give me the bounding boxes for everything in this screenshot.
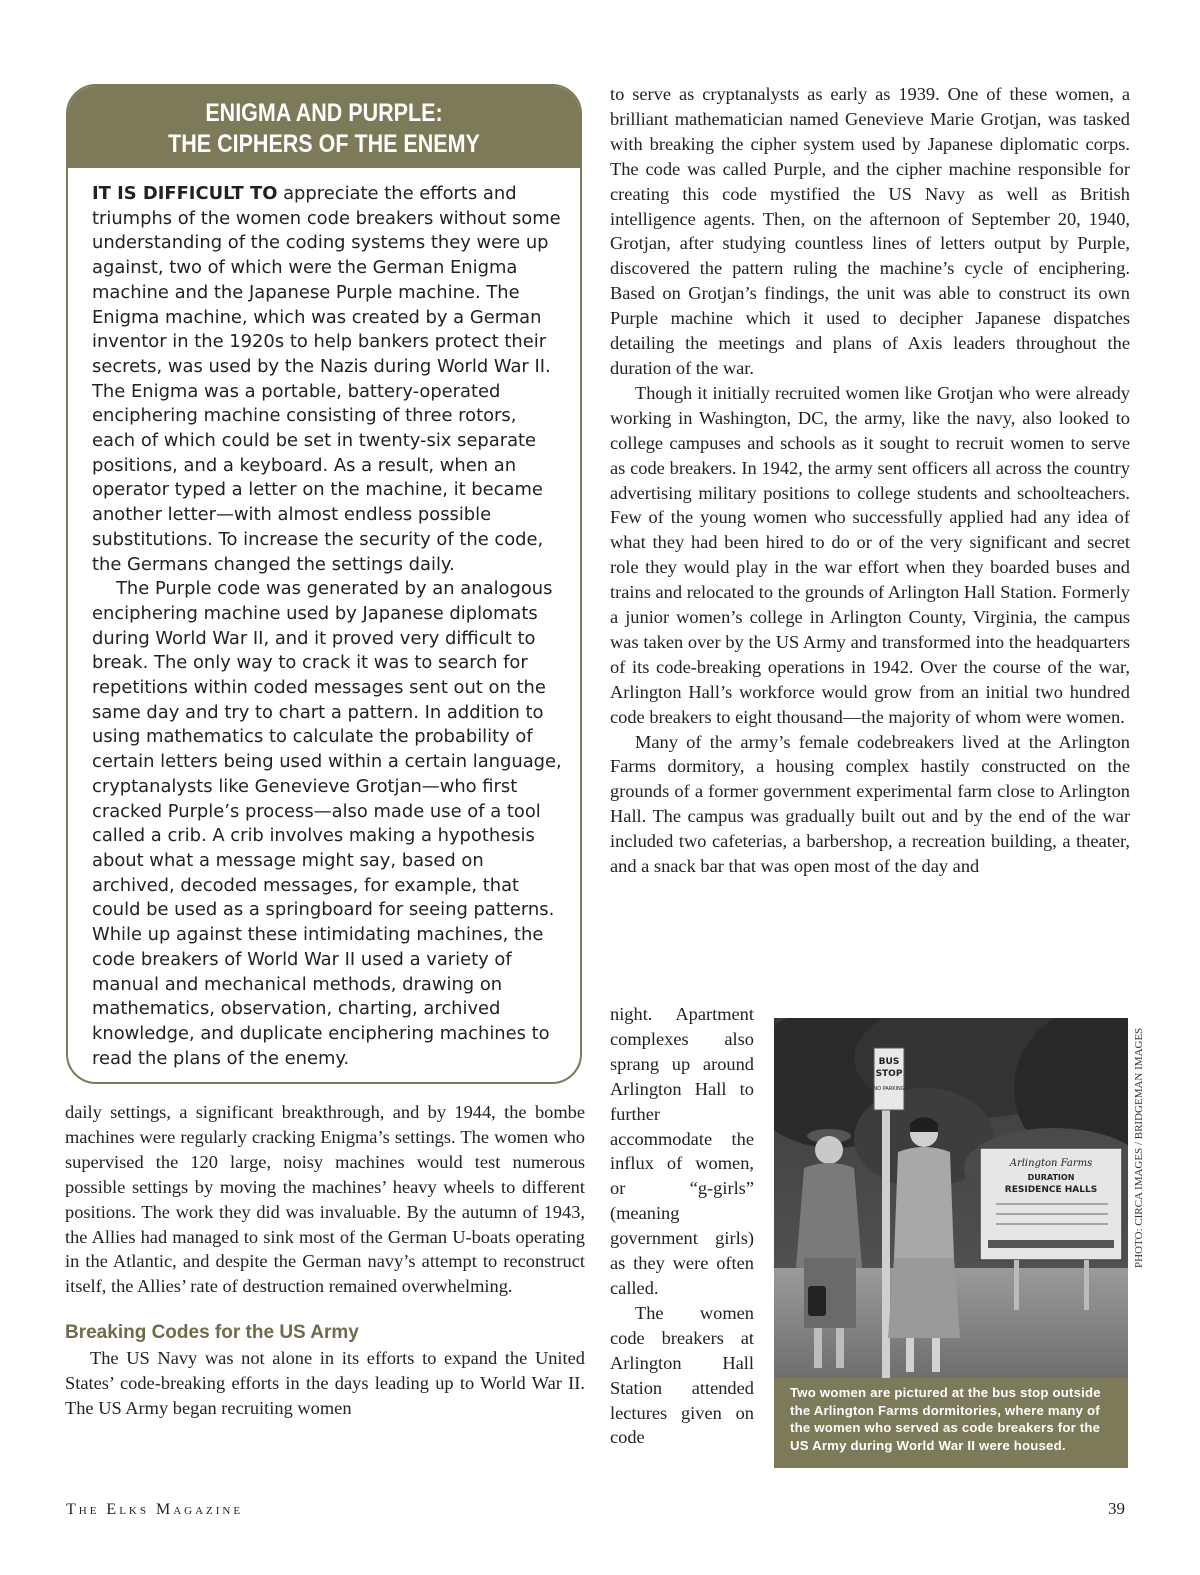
body-paragraph: Many of the army’s female codebreakers lived at the Arlington Farms dormitory, a housing complex hastily constructed on the grounds of a former government experimental farm close to Arlington Hall. The campus was gradually built out and by the end of the war included two cafeterias, a barbershop, a recreation building, a theater, and a snack bar that was open most of the day and: [610, 731, 1130, 877]
sidebar-title-line1: ENIGMA AND PURPLE:: [205, 99, 443, 127]
body-paragraph: to serve as cryptanalysts as early as 1939. One of these women, a brilliant mathematician named Genevieve Marie Grotjan, was tasked with breaking the cipher system used by Japanese diplomatic corps. The code was called Purple, and the cipher machine responsible for creating this code mystified the US Navy as well as British intelligence agents. Then, on the afternoon of September 20, 1940, Grotjan, after studying countless lines of letters output by Purple, discovered the pattern ruling the machine’s cycle of enciphering. Based on Grotjan’s findings, the unit was able to construct its own Purple machine which it used to decipher Japanese dispatches detailing the meetings and plans of Axis leaders throughout the duration of the war.: [610, 84, 1130, 378]
body-paragraph: The US Navy was not alone in its efforts to expand the United States’ code-breaking efforts in the days leading up to World War II. The US Army began recruiting women: [65, 1348, 585, 1418]
sidebar-title-line2: THE CIPHERS OF THE ENEMY: [168, 130, 480, 158]
bus-stop-sign-text: BUS: [878, 1057, 900, 1067]
left-column: [65, 1100, 585, 1421]
residence-halls-sign-text: Arlington Farms: [1009, 1158, 1093, 1169]
sidebar-lead-in: IT IS DIFFICULT TO: [92, 183, 278, 204]
body-paragraph: The women code breakers at Arlington Hall Station attended lectures given on code: [610, 1302, 754, 1448]
right-column: [610, 82, 1130, 879]
bus-stop-sign-text: STOP: [875, 1069, 903, 1079]
sidebar-paragraph-text: appreciate the efforts and triumphs of the women code breakers without some understanding of the coding systems they were up against, two of which were the German Enigma machine and the Japanese Purple machine. The Enigma machine, which was created by a German inventor in the 1920s to help bankers protect their secrets, was used by the Nazis during World War II. The Enigma was a portable, battery-operated enciphering machine consisting of three rotors, each of which could be set in twenty-six separate positions, and a keyboard. As a result, when an operator typed a letter on the machine, it became another letter—with almost endless possible substitutions. To increase the security of the code, the Germans changed the settings daily.: [92, 183, 561, 575]
sidebar-body: [92, 182, 562, 1071]
body-paragraph: night. Apartment complexes also sprang up around Arlington Hall to further accommodate the influx of women, or “g-girls” (meaning government girls) as they were often called.: [610, 1004, 754, 1298]
photo-credit-text: PHOTO: CIRCA IMAGES / BRIDGEMAN IMAGES: [1133, 1027, 1145, 1268]
bus-stop-sign-text: NO PARKING: [873, 1086, 905, 1092]
residence-halls-sign-text: DURATION: [1027, 1173, 1075, 1182]
section-heading: Breaking Codes for the US Army: [65, 1322, 359, 1344]
bus-stop-photo: [774, 1018, 1128, 1378]
photo-credit: [1133, 1018, 1147, 1268]
residence-halls-sign-text: RESIDENCE HALLS: [1004, 1185, 1098, 1195]
page-number: 39: [1108, 1499, 1125, 1518]
sidebar-box: [66, 84, 582, 1084]
sidebar-paragraph: The Purple code was generated by an analogous enciphering machine used by Japanese diplomats during World War II, and it proved very difficult to break. The only way to crack it was to search for repetitions within coded messages sent out on the same day and try to chart a pattern. In addition to using mathematics to calculate the probability of certain letters being used within a certain language, cryptanalysts like Genevieve Grotjan—who first cracked Purple’s process—also made use of a tool called a crib. A crib involves making a hypothesis about what a message might say, based on archived, decoded messages, for example, that could be used as a springboard for seeing patterns. While up against these intimidating machines, the code breakers of World War II used a variety of manual and mechanical methods, drawing on mathematics, observation, charting, archived knowledge, and duplicate enciphering machines to read the plans of the enemy.: [92, 578, 562, 1069]
body-paragraph: Though it initially recruited women like Grotjan who were already working in Washington, DC, the army, like the navy, also looked to college campuses and schools as it sought to recruit women to serve as code breakers. In 1942, the army sent officers all across the country advertising military positions to college students and schoolteachers. Few of the young women who successfully applied had any idea of what they had been hired to do or of the very significant and secret role they would play in the war effort when they boarded buses and trains and relocated to the grounds of Arlington Hall Station. Formerly a junior women’s college in Arlington County, Virginia, the campus was taken over by the US Army and transformed into the headquarters of its code-breaking operations in 1942. Over the course of the war, Arlington Hall’s workforce would grow from an initial two hundred code breakers to eight thousand—the majority of whom were women.: [610, 382, 1130, 727]
sidebar-paragraph: [92, 182, 562, 577]
body-paragraph: daily settings, a significant breakthrough, and by 1944, the bombe machines were regularly cracking Enigma’s settings. The women who supervised the 120 large, noisy machines would test numerous possible settings by moving the machines’ heavy wheels to different positions. The work they did was invaluable. By the autumn of 1943, the Allies had managed to sink most of the German U-boats operating in the Atlantic, and despite the German navy’s attempt to reconstruct itself, the Allies’ rate of destruction remained overwhelming.: [65, 1102, 585, 1297]
photo-caption: Two women are pictured at the bus stop outside the Arlington Farms dormitories, where many of the women who served as code breakers for the US Army during World War II were housed.: [774, 1378, 1128, 1468]
magazine-name: The Elks Magazine: [66, 1501, 244, 1518]
woman-right-figure: [888, 1117, 960, 1372]
sidebar-title: [68, 86, 580, 168]
narrow-column: [610, 1002, 754, 1450]
photo-illustration: [774, 1018, 1128, 1378]
